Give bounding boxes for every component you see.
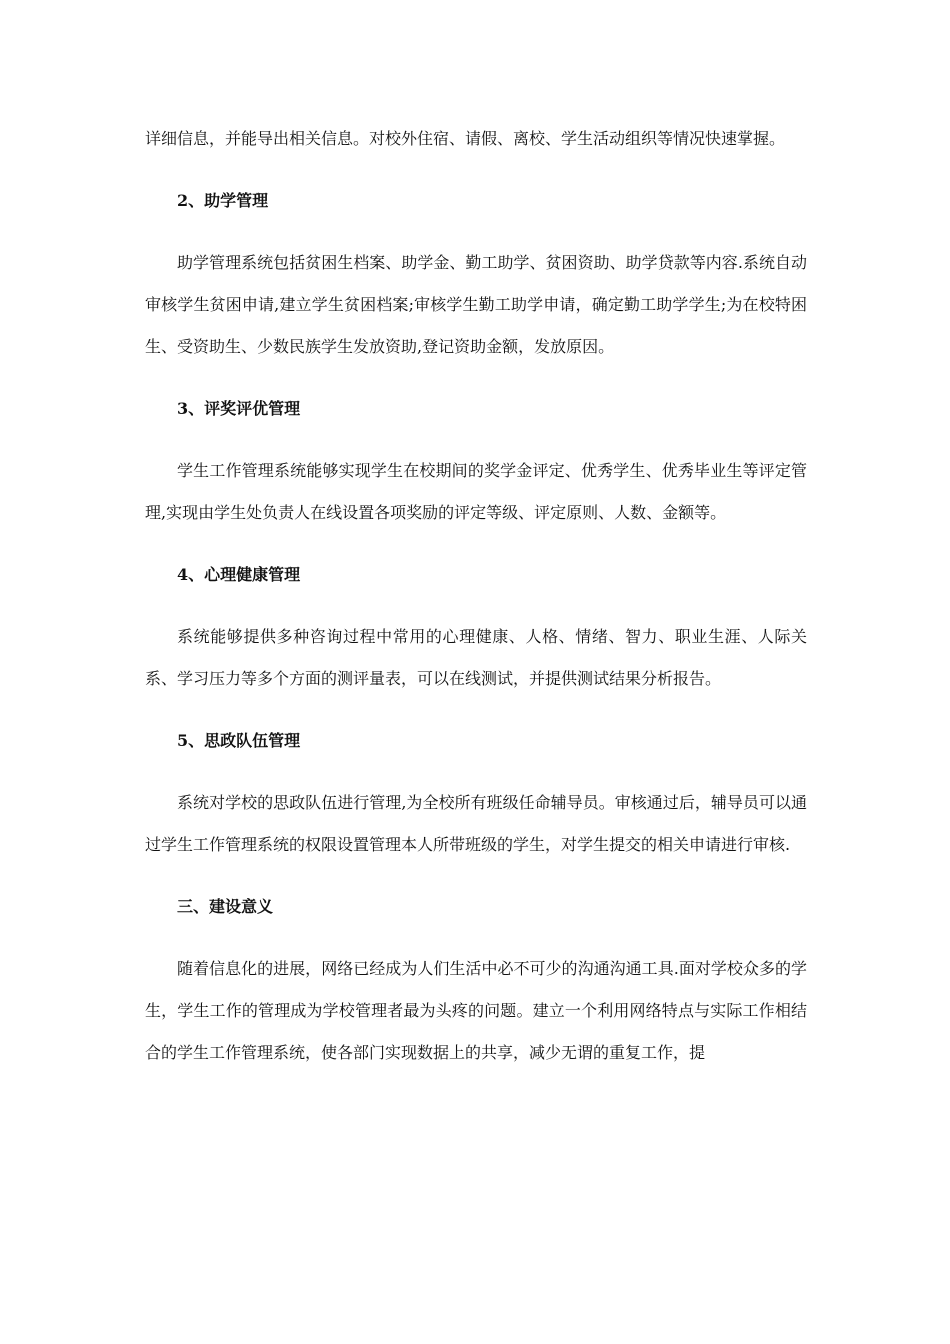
section-body-ideological-team: 系统对学校的思政队伍进行管理,为全校所有班级任命辅导员。审核通过后，辅导员可以通过学生工作管理系统的权限设置管理本人所带班级的学生，对学生提交的相关申请进行审核. <box>145 793 807 854</box>
intro-paragraph: 详细信息，并能导出相关信息。对校外住宿、请假、离校、学生活动组织等情况快速掌握。 <box>145 129 786 148</box>
section-body-significance: 随着信息化的进展，网络已经成为人们生活中必不可少的沟通沟通工具.面对学校众多的学生，学生工作的管理成为学校管理者最为头疼的问题。建立一个利用网络特点与实际工作相结合的学生工作管理系统，使各部门实现数据上的共享，减少无谓的重复工作，提 <box>145 959 807 1062</box>
section-heading-significance: 三、建设意义 <box>177 897 274 916</box>
document-body <box>145 118 807 1074</box>
section-body-mental-health: 系统能够提供多种咨询过程中常用的心理健康、人格、情绪、智力、职业生涯、人际关系、学习压力等多个方面的测评量表，可以在线测试，并提供测试结果分析报告。 <box>145 627 807 688</box>
section-heading-mental-health: 4、心理健康管理 <box>177 565 301 584</box>
section-body-student-aid: 助学管理系统包括贫困生档案、助学金、勤工助学、贫困资助、助学贷款等内容.系统自动审核学生贫困申请,建立学生贫困档案;审核学生勤工助学申请，确定勤工助学学生;为在校特困生、受资助生、少数民族学生发放资助,登记资助金额，发放原因。 <box>145 253 807 356</box>
section-heading-ideological-team: 5、思政队伍管理 <box>177 731 301 750</box>
section-body-awards: 学生工作管理系统能够实现学生在校期间的奖学金评定、优秀学生、优秀毕业生等评定管理,实现由学生处负责人在线设置各项奖励的评定等级、评定原则、人数、金额等。 <box>145 461 807 522</box>
section-heading-awards: 3、评奖评优管理 <box>177 399 301 418</box>
section-heading-student-aid: 2、助学管理 <box>177 191 269 210</box>
